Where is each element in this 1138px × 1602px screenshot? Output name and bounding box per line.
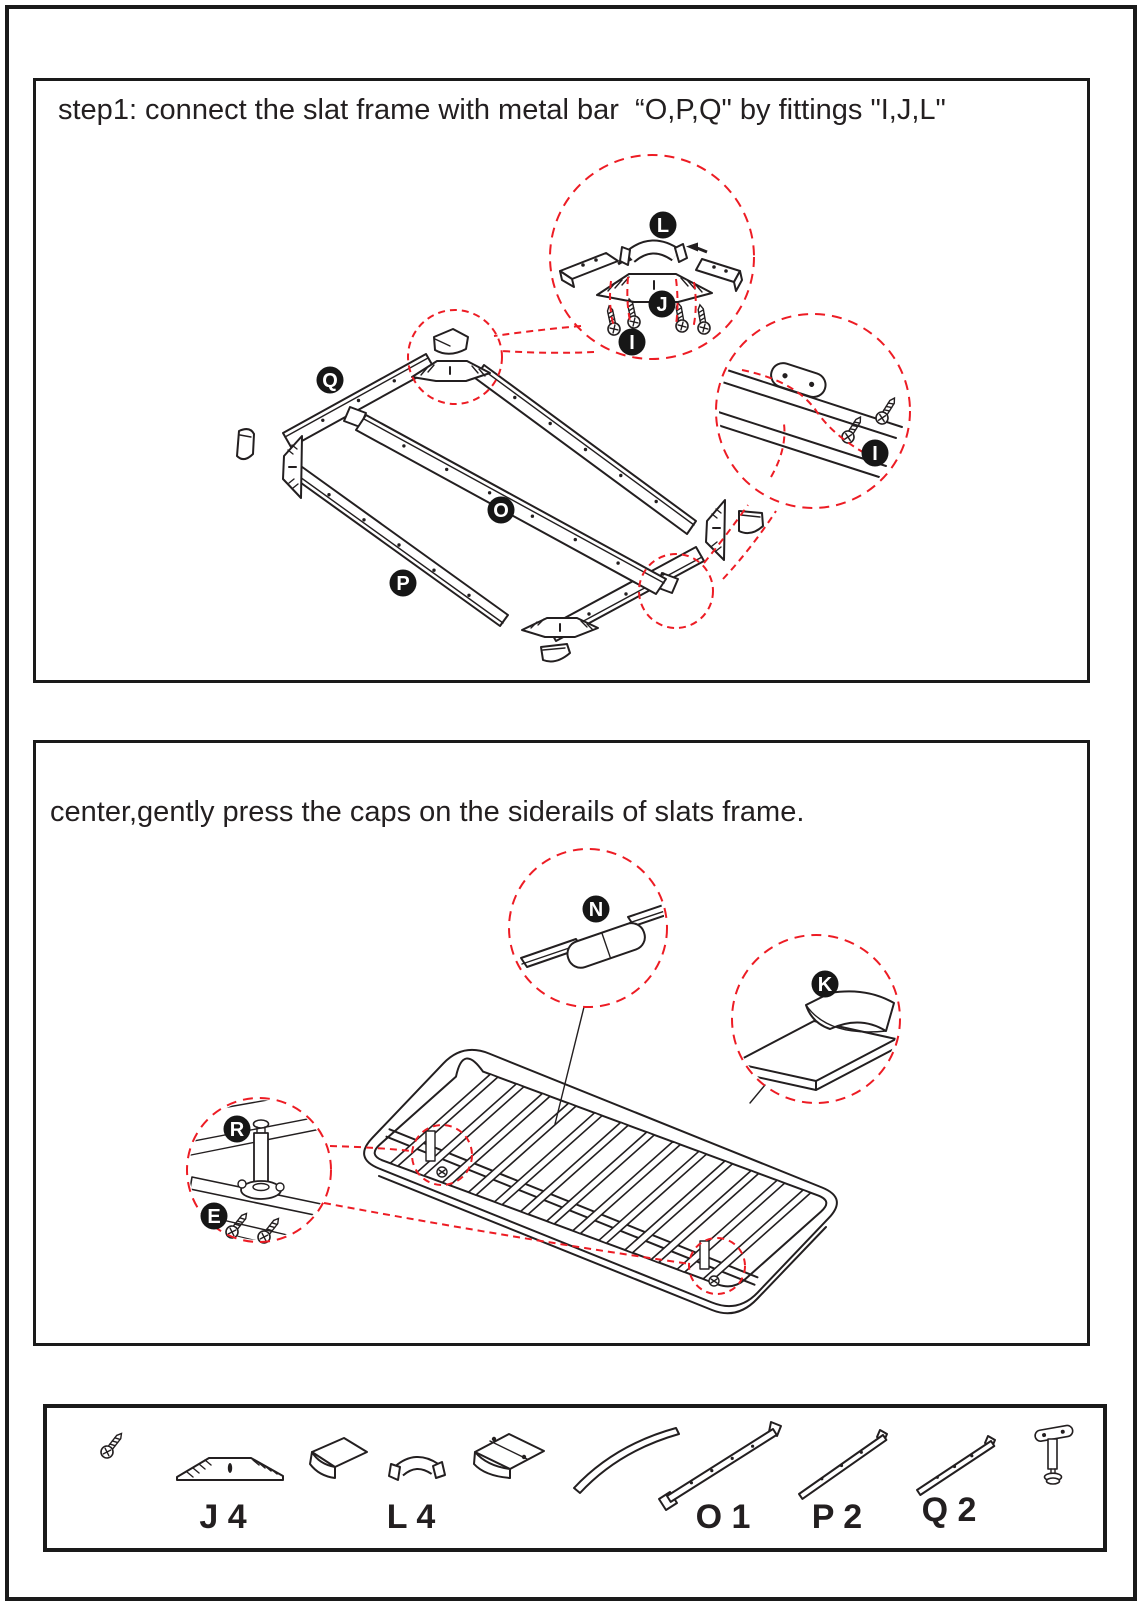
slat-frame-art <box>237 329 763 661</box>
part-cap-screws-icon <box>474 1434 544 1478</box>
part-label-o: O 1 <box>695 1498 751 1536</box>
callout-R <box>224 1116 251 1143</box>
callout-I-right <box>862 440 889 467</box>
corner-brace-west <box>283 436 302 498</box>
cap-detail <box>734 991 896 1090</box>
part-label-p: P 2 <box>811 1498 863 1536</box>
svg-text:I: I <box>872 443 878 465</box>
svg-text:O: O <box>493 500 509 522</box>
part-label-l: L 4 <box>386 1498 436 1536</box>
parts-panel <box>43 1404 1107 1552</box>
part-label-q: Q 2 <box>921 1491 977 1529</box>
corner-cap-south <box>541 644 570 661</box>
part-slat-icon <box>574 1428 679 1493</box>
part-screw-icon <box>99 1430 127 1461</box>
part-cap-icon <box>310 1438 367 1478</box>
svg-text:J: J <box>656 294 668 316</box>
svg-text:L: L <box>656 215 670 237</box>
svg-text:R: R <box>229 1119 245 1141</box>
callout-L <box>650 212 677 239</box>
callout-I-top <box>619 329 646 356</box>
part-label-j: J 4 <box>199 1498 247 1536</box>
part-bar-p-icon <box>799 1430 887 1499</box>
part-bar-q-icon <box>917 1436 995 1495</box>
step1-title: step1: connect the slat frame with metal bar “O,P,Q" by fittings "I,J,L" <box>58 94 946 126</box>
callout-E <box>201 1203 228 1230</box>
step2-panel <box>33 740 1090 1346</box>
callout-K <box>812 971 839 998</box>
svg-text:I: I <box>629 332 635 354</box>
step1-diagram <box>36 81 1087 680</box>
part-bracket-icon <box>177 1458 283 1480</box>
callout-O <box>488 497 515 524</box>
callout-J <box>649 291 676 318</box>
svg-text:N: N <box>588 899 604 921</box>
svg-text:P: P <box>396 573 410 595</box>
corner-cap-west <box>237 429 254 459</box>
step2-caption: center,gently press the caps on the siderails of slats frame. <box>50 796 805 828</box>
step1-panel <box>33 78 1090 683</box>
svg-text:Q: Q <box>322 370 338 392</box>
step2-diagram <box>36 743 1087 1343</box>
parts-diagram <box>47 1408 1103 1548</box>
leader-k <box>750 1085 765 1103</box>
svg-text:E: E <box>207 1206 221 1228</box>
part-connector-icon <box>389 1462 445 1480</box>
callout-P <box>390 570 417 597</box>
callout-Q <box>317 367 344 394</box>
part-leg-icon <box>1034 1425 1073 1484</box>
callout-N <box>583 896 610 923</box>
svg-text:K: K <box>817 974 833 996</box>
slat-frame-assembled <box>364 1050 837 1313</box>
fitting-detail-art <box>560 243 742 337</box>
corner-brace-east <box>706 500 725 560</box>
corner-cap-east <box>739 511 763 533</box>
